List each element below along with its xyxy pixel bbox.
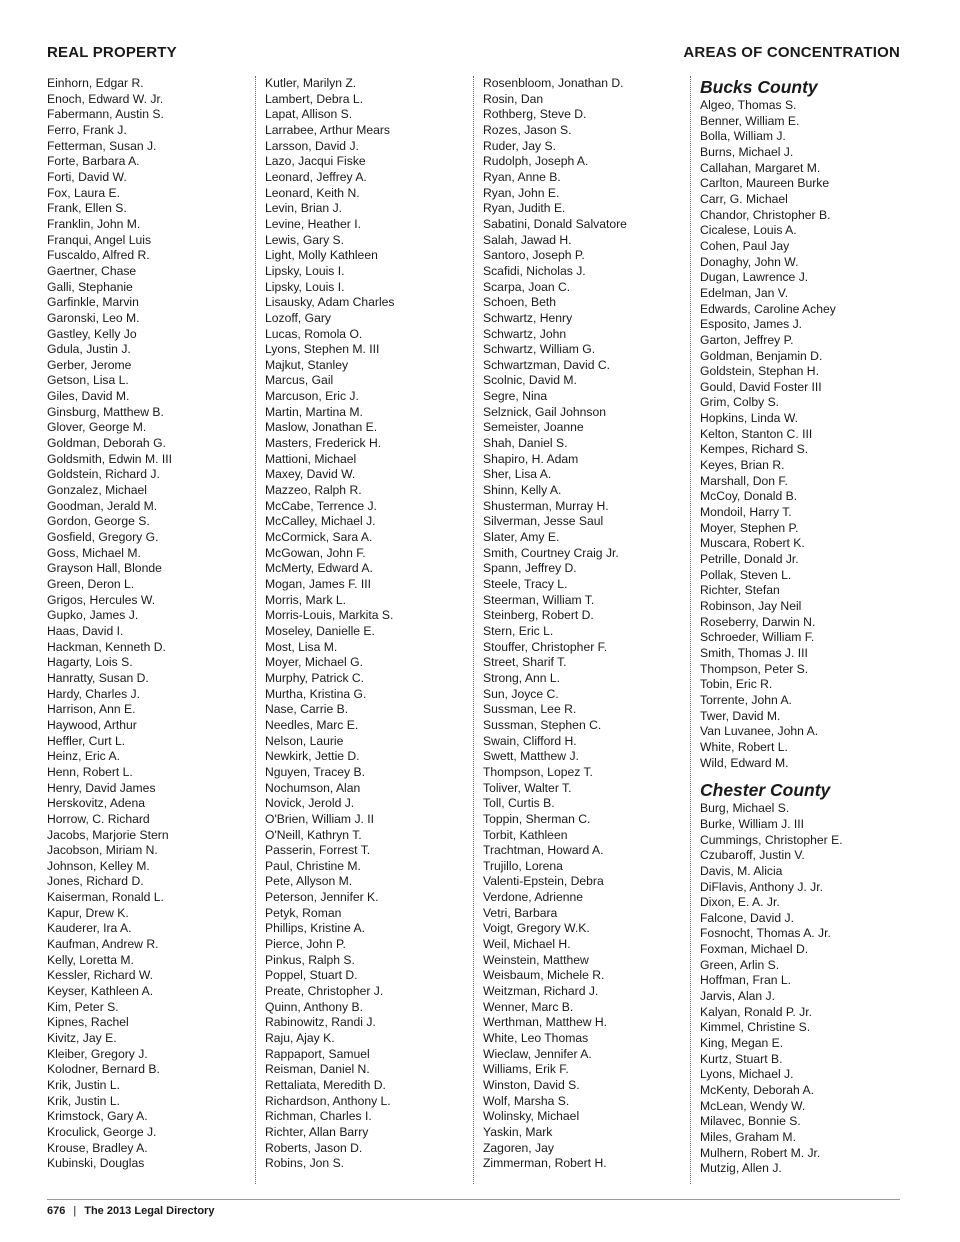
attorney-name: Krouse, Bradley A. <box>47 1140 148 1155</box>
attorney-name: Petrille, Donald Jr. <box>700 552 799 567</box>
name-list <box>483 76 693 1172</box>
attorney-name: Shusterman, Murray H. <box>483 498 609 513</box>
attorney-name: O'Brien, William J. II <box>265 811 375 826</box>
attorney-name: Pinkus, Ralph S. <box>265 952 355 967</box>
attorney-name: Gonzalez, Michael <box>47 483 147 498</box>
attorney-name: Zagoren, Jay <box>483 1140 554 1155</box>
attorney-name: Werthman, Matthew H. <box>483 1015 608 1030</box>
attorney-name: Kipnes, Rachel <box>47 1015 129 1030</box>
attorney-name: Rosenbloom, Jonathan D. <box>483 76 624 90</box>
attorney-name: Gerber, Jerome <box>47 357 132 372</box>
attorney-name: Preate, Christopher J. <box>265 984 384 999</box>
attorney-name: Cohen, Paul Jay <box>700 238 790 253</box>
name-list <box>47 76 257 1172</box>
attorney-name: Garfinkle, Marvin <box>47 295 139 310</box>
attorney-name: Esposito, James J. <box>700 317 803 332</box>
attorney-name: Thompson, Peter S. <box>700 661 809 676</box>
attorney-name: Segre, Nina <box>483 389 548 404</box>
attorney-name: Needles, Marc E. <box>265 717 359 732</box>
attorney-name: McLean, Wendy W. <box>700 1098 806 1113</box>
attorney-name: Mulhern, Robert M. Jr. <box>700 1145 821 1160</box>
attorney-name: Enoch, Edward W. Jr. <box>47 91 164 106</box>
attorney-name: Richter, Allan Barry <box>265 1124 369 1139</box>
attorney-name: Rothberg, Steve D. <box>483 107 587 122</box>
attorney-name: Lyons, Stephen M. III <box>265 342 380 357</box>
attorney-name: Grayson Hall, Blonde <box>47 561 162 576</box>
attorney-name: Gaertner, Chase <box>47 263 137 278</box>
attorney-name: Kimmel, Christine S. <box>700 1020 811 1035</box>
attorney-name: Semeister, Joanne <box>483 420 584 435</box>
attorney-name: Toll, Curtis B. <box>483 796 555 811</box>
attorney-name: Falcone, David J. <box>700 910 794 925</box>
attorney-name: Zimmerman, Robert H. <box>483 1156 607 1171</box>
attorney-name: Edelman, Jan V. <box>700 285 789 300</box>
attorney-name: Benner, William E. <box>700 113 800 128</box>
attorney-name: Kurtz, Stuart B. <box>700 1051 783 1066</box>
attorney-name: Moseley, Danielle E. <box>265 623 375 638</box>
attorney-name: Scarpa, Joan C. <box>483 279 571 294</box>
attorney-name: Haas, David I. <box>47 623 124 638</box>
attorney-name: Hoffman, Fran L. <box>700 973 792 988</box>
attorney-name: Carr, G. Michael <box>700 191 788 206</box>
attorney-name: Nelson, Laurie <box>265 733 344 748</box>
attorney-name: Wolf, Marsha S. <box>483 1093 570 1108</box>
attorney-name: Edwards, Caroline Achey <box>700 301 836 316</box>
attorney-name: Keyes, Brian R. <box>700 458 785 473</box>
attorney-name: Twer, David M. <box>700 708 781 723</box>
column-divider <box>255 76 256 1184</box>
attorney-name: Schwartzman, David C. <box>483 357 611 372</box>
attorney-name: Heffler, Curt L. <box>47 733 126 748</box>
attorney-name: Johnson, Kelley M. <box>47 858 150 873</box>
attorney-name: Smith, Thomas J. III <box>700 645 808 660</box>
attorney-name: Light, Molly Kathleen <box>265 248 378 263</box>
attorney-name: Jones, Richard D. <box>47 874 144 889</box>
attorney-name: Ferro, Frank J. <box>47 122 127 137</box>
attorney-name: Kaufman, Andrew R. <box>47 937 159 952</box>
attorney-name: Moyer, Michael G. <box>265 655 363 670</box>
attorney-name: Burg, Michael S. <box>700 801 790 816</box>
page-number: 676 <box>47 1205 66 1217</box>
attorney-name: Pete, Allyson M. <box>265 874 353 889</box>
attorney-name: Sabatini, Donald Salvatore <box>483 216 627 231</box>
county-name-list-bucks <box>700 98 915 771</box>
attorney-name: Passerin, Forrest T. <box>265 843 371 858</box>
attorney-name: Leonard, Keith N. <box>265 185 360 200</box>
attorney-name: Foxman, Michael D. <box>700 942 809 957</box>
name-column-1 <box>47 76 257 1172</box>
attorney-name: Kroculick, George J. <box>47 1124 157 1139</box>
attorney-name: Marshall, Don F. <box>700 473 788 488</box>
attorney-name: Kolodner, Bernard B. <box>47 1062 160 1077</box>
footer-separator: | <box>73 1205 77 1217</box>
attorney-name: Lisausky, Adam Charles <box>265 295 395 310</box>
attorney-name: Schroeder, William F. <box>700 630 815 645</box>
attorney-name: Gastley, Kelly Jo <box>47 326 137 341</box>
attorney-name: Peterson, Jennifer K. <box>265 890 379 905</box>
attorney-name: McCormick, Sara A. <box>265 530 373 545</box>
attorney-name: Toliver, Walter T. <box>483 780 572 795</box>
attorney-name: Tobin, Eric R. <box>700 677 773 692</box>
attorney-name: Nguyen, Tracey B. <box>265 764 365 779</box>
attorney-name: Miles, Graham M. <box>700 1130 796 1144</box>
attorney-name: Goss, Michael M. <box>47 545 141 560</box>
attorney-name: Mazzeo, Ralph R. <box>265 483 362 498</box>
attorney-name: Fuscaldo, Alfred R. <box>47 248 150 263</box>
attorney-name: Verdone, Adrienne <box>483 890 584 905</box>
attorney-name: Raju, Ajay K. <box>265 1031 335 1046</box>
attorney-name: Maslow, Jonathan E. <box>265 420 378 435</box>
attorney-name: Krik, Justin L. <box>47 1078 120 1092</box>
attorney-name: Phillips, Kristine A. <box>265 921 365 936</box>
attorney-name: Poppel, Stuart D. <box>265 968 358 983</box>
attorney-name: McCabe, Terrence J. <box>265 498 377 513</box>
attorney-name: Fox, Laura E. <box>47 185 120 200</box>
attorney-name: White, Leo Thomas <box>483 1031 589 1046</box>
attorney-name: Stouffer, Christopher F. <box>483 639 608 654</box>
attorney-name: Torbit, Kathleen <box>483 827 568 842</box>
attorney-name: Martin, Martina M. <box>265 404 363 419</box>
attorney-name: Green, Arlin S. <box>700 957 780 972</box>
publication-title: The 2013 Legal Directory <box>84 1205 215 1217</box>
attorney-name: Jarvis, Alan J. <box>700 989 776 1004</box>
attorney-name: Pollak, Steven L. <box>700 567 792 582</box>
attorney-name: Goldstein, Stephan H. <box>700 364 819 379</box>
attorney-name: Richman, Charles I. <box>265 1109 372 1124</box>
attorney-name: Garonski, Leo M. <box>47 310 140 325</box>
attorney-name: Rettaliata, Meredith D. <box>265 1078 386 1092</box>
attorney-name: Torrente, John A. <box>700 692 792 707</box>
attorney-name: Schoen, Beth <box>483 295 556 310</box>
attorney-name: Franqui, Angel Luis <box>47 232 152 247</box>
attorney-name: Wild, Edward M. <box>700 755 789 770</box>
attorney-name: Herskovitz, Adena <box>47 796 145 811</box>
attorney-name: Lucas, Romola O. <box>265 326 363 341</box>
attorney-name: Majkut, Stanley <box>265 357 349 372</box>
column-divider <box>690 76 691 1184</box>
attorney-name: Lipsky, Louis I. <box>265 279 345 294</box>
attorney-name: Maxey, David W. <box>265 467 356 482</box>
attorney-name: Marcus, Gail <box>265 373 334 388</box>
attorney-name: Gosfield, Gregory G. <box>47 530 159 545</box>
attorney-name: Quinn, Anthony B. <box>265 999 363 1014</box>
attorney-name: Steerman, William T. <box>483 592 595 607</box>
county-heading-bucks: Bucks County <box>700 77 818 97</box>
attorney-name: Gdula, Justin J. <box>47 342 131 357</box>
attorney-name: Trujillo, Lorena <box>483 858 563 873</box>
attorney-name: Pierce, John P. <box>265 937 346 952</box>
attorney-name: Goldstein, Richard J. <box>47 467 160 482</box>
attorney-name: McKenty, Deborah A. <box>700 1083 815 1098</box>
attorney-name: Sussman, Lee R. <box>483 702 577 717</box>
attorney-name: Winston, David S. <box>483 1078 580 1092</box>
attorney-name: Kutler, Marilyn Z. <box>265 76 357 90</box>
attorney-name: Galli, Stephanie <box>47 279 133 294</box>
county-name-list-chester <box>700 801 915 1177</box>
attorney-name: Richardson, Anthony L. <box>265 1093 391 1108</box>
attorney-name: Valenti-Epstein, Debra <box>483 874 604 889</box>
attorney-name: Fetterman, Susan J. <box>47 138 157 153</box>
attorney-name: Silverman, Jesse Saul <box>483 514 604 529</box>
attorney-name: Hopkins, Linda W. <box>700 411 799 426</box>
attorney-name: Hackman, Kenneth D. <box>47 639 166 654</box>
attorney-name: Steinberg, Robert D. <box>483 608 594 623</box>
attorney-name: Robinson, Jay Neil <box>700 599 802 613</box>
attorney-name: Steele, Tracy L. <box>483 577 568 591</box>
attorney-name: Kapur, Drew K. <box>47 905 129 920</box>
attorney-name: Rudolph, Joseph A. <box>483 154 589 169</box>
footer-rule <box>47 1199 900 1200</box>
attorney-name: Lewis, Gary S. <box>265 232 345 247</box>
attorney-name: Burke, William J. III <box>700 816 805 831</box>
attorney-name: Santoro, Joseph P. <box>483 248 585 263</box>
attorney-name: Horrow, C. Richard <box>47 811 150 826</box>
attorney-name: Lyons, Michael J. <box>700 1067 794 1082</box>
attorney-name: Fosnocht, Thomas A. Jr. <box>700 926 831 941</box>
attorney-name: Rappaport, Samuel <box>265 1046 370 1061</box>
attorney-name: Swett, Matthew J. <box>483 749 579 764</box>
footer <box>47 1205 214 1217</box>
attorney-name: Marcuson, Eric J. <box>265 389 359 404</box>
attorney-name: Muscara, Robert K. <box>700 536 805 551</box>
attorney-name: Rosin, Dan <box>483 91 544 106</box>
attorney-name: Harrison, Ann E. <box>47 702 136 717</box>
attorney-name: Milavec, Bonnie S. <box>700 1114 801 1129</box>
attorney-name: Getson, Lisa L. <box>47 373 129 388</box>
attorney-name: Scolnic, David M. <box>483 373 577 388</box>
attorney-name: Weisbaum, Michele R. <box>483 968 605 983</box>
attorney-name: Shah, Daniel S. <box>483 436 568 451</box>
attorney-name: Krimstock, Gary A. <box>47 1109 148 1124</box>
attorney-name: Weil, Michael H. <box>483 937 571 952</box>
attorney-name: Salah, Jawad H. <box>483 232 572 247</box>
attorney-name: Moyer, Stephen P. <box>700 520 799 535</box>
attorney-name: Mondoil, Harry T. <box>700 505 792 520</box>
attorney-name: Yaskin, Mark <box>483 1124 553 1139</box>
attorney-name: Cicalese, Louis A. <box>700 223 797 238</box>
attorney-name: Algeo, Thomas S. <box>700 98 797 112</box>
attorney-name: McCoy, Donald B. <box>700 489 798 504</box>
attorney-name: Krik, Justin L. <box>47 1093 120 1108</box>
attorney-name: Morris-Louis, Markita S. <box>265 608 394 623</box>
attorney-name: Goodman, Jerald M. <box>47 498 158 513</box>
attorney-name: Leonard, Jeffrey A. <box>265 169 367 184</box>
attorney-name: Donaghy, John W. <box>700 254 799 269</box>
attorney-name: Toppin, Sherman C. <box>483 811 591 826</box>
attorney-name: Swain, Clifford H. <box>483 733 577 748</box>
attorney-name: Lazo, Jacqui Fiske <box>265 154 366 169</box>
attorney-name: Kempes, Richard S. <box>700 442 809 457</box>
attorney-name: Keyser, Kathleen A. <box>47 984 154 999</box>
attorney-name: Wenner, Marc B. <box>483 999 574 1014</box>
attorney-name: Sun, Joyce C. <box>483 686 559 701</box>
attorney-name: Green, Deron L. <box>47 577 135 591</box>
attorney-name: Kleiber, Gregory J. <box>47 1046 148 1061</box>
attorney-name: Goldman, Benjamin D. <box>700 348 823 363</box>
attorney-name: Roberts, Jason D. <box>265 1140 363 1155</box>
attorney-name: Kelly, Loretta M. <box>47 952 134 967</box>
attorney-name: Ryan, Anne B. <box>483 169 561 184</box>
attorney-name: Reisman, Daniel N. <box>265 1062 370 1077</box>
attorney-name: Nochumson, Alan <box>265 780 361 795</box>
attorney-name: Giles, David M. <box>47 389 130 404</box>
attorney-name: Callahan, Margaret M. <box>700 160 821 175</box>
attorney-name: Burns, Michael J. <box>700 144 794 159</box>
attorney-name: Hanratty, Susan D. <box>47 670 149 685</box>
attorney-name: Haywood, Arthur <box>47 717 137 732</box>
attorney-name: O'Neill, Kathryn T. <box>265 827 362 842</box>
attorney-name: Thompson, Lopez T. <box>483 764 593 779</box>
attorney-name: Voigt, Gregory W.K. <box>483 921 590 936</box>
attorney-name: Schwartz, William G. <box>483 342 596 357</box>
attorney-name: Ruder, Jay S. <box>483 138 556 153</box>
attorney-name: Forti, David W. <box>47 169 127 184</box>
attorney-name: Hagarty, Lois S. <box>47 655 133 670</box>
attorney-name: Glover, George M. <box>47 420 147 435</box>
attorney-name: Smith, Courtney Craig Jr. <box>483 545 619 560</box>
attorney-name: Van Luvanee, John A. <box>700 724 819 739</box>
attorney-name: Schwartz, John <box>483 326 567 341</box>
attorney-name: Frank, Ellen S. <box>47 201 127 216</box>
attorney-name: Kelton, Stanton C. III <box>700 426 813 441</box>
attorney-name: Gupko, James J. <box>47 608 139 623</box>
name-column-3 <box>483 76 693 1172</box>
attorney-name: Murphy, Patrick C. <box>265 670 365 685</box>
attorney-name: Kim, Peter S. <box>47 999 119 1014</box>
attorney-name: Newkirk, Jettie D. <box>265 749 360 764</box>
attorney-name: Rabinowitz, Randi J. <box>265 1015 376 1030</box>
attorney-name: Sher, Lisa A. <box>483 467 552 482</box>
attorney-name: Strong, Ann L. <box>483 670 561 685</box>
attorney-name: Kessler, Richard W. <box>47 968 154 983</box>
attorney-name: Grigos, Hercules W. <box>47 592 156 607</box>
attorney-name: Selznick, Gail Johnson <box>483 404 606 419</box>
attorney-name: Most, Lisa M. <box>265 639 338 654</box>
attorney-name: Levine, Heather I. <box>265 216 361 231</box>
attorney-name: Davis, M. Alicia <box>700 863 783 878</box>
attorney-name: Nase, Carrie B. <box>265 702 349 717</box>
attorney-name: Mattioni, Michael <box>265 451 357 466</box>
attorney-name: Ryan, John E. <box>483 185 560 200</box>
attorney-name: Larsson, David J. <box>265 138 359 153</box>
attorney-name: McMerty, Edward A. <box>265 561 373 576</box>
attorney-name: Weinstein, Matthew <box>483 952 589 967</box>
attorney-name: Schwartz, Henry <box>483 310 573 325</box>
attorney-name: Goldman, Deborah G. <box>47 436 166 451</box>
attorney-name: McGowan, John F. <box>265 545 366 560</box>
attorney-name: Levin, Brian J. <box>265 201 343 216</box>
attorney-name: Forte, Barbara A. <box>47 154 140 169</box>
attorney-name: Robins, Jon S. <box>265 1156 345 1171</box>
attorney-name: Slater, Amy E. <box>483 530 560 545</box>
attorney-name: Paul, Christine M. <box>265 858 361 873</box>
attorney-name: Czubaroff, Justin V. <box>700 848 805 863</box>
attorney-name: Chandor, Christopher B. <box>700 207 831 222</box>
attorney-name: Street, Sharif T. <box>483 655 567 670</box>
attorney-name: Ginsburg, Matthew B. <box>47 404 164 419</box>
attorney-name: Kivitz, Jay E. <box>47 1031 117 1046</box>
attorney-name: Kalyan, Ronald P. Jr. <box>700 1004 813 1019</box>
attorney-name: King, Megan E. <box>700 1036 784 1051</box>
attorney-name: Gordon, George S. <box>47 514 150 529</box>
attorney-name: DiFlavis, Anthony J. Jr. <box>700 879 823 894</box>
attorney-name: Jacobson, Miriam N. <box>47 843 158 858</box>
attorney-name: Heinz, Eric A. <box>47 749 120 764</box>
attorney-name: Morris, Mark L. <box>265 592 347 607</box>
attorney-name: Lambert, Debra L. <box>265 91 363 106</box>
attorney-name: Lipsky, Louis I. <box>265 263 345 278</box>
attorney-name: White, Robert L. <box>700 739 788 754</box>
attorney-name: Lozoff, Gary <box>265 310 331 325</box>
name-column-2 <box>265 76 475 1172</box>
attorney-name: Grim, Colby S. <box>700 395 780 410</box>
attorney-name: Cummings, Christopher E. <box>700 832 843 847</box>
attorney-name: Einhorn, Edgar R. <box>47 76 144 90</box>
attorney-name: Goldsmith, Edwin M. III <box>47 451 172 466</box>
attorney-name: Dixon, E. A. Jr. <box>700 895 780 910</box>
attorney-name: Dugan, Lawrence J. <box>700 270 809 285</box>
county-heading-chester: Chester County <box>700 780 831 801</box>
attorney-name: Lapat, Allison S. <box>265 107 353 122</box>
attorney-name: Carlton, Maureen Burke <box>700 176 830 191</box>
attorney-name: Ryan, Judith E. <box>483 201 566 216</box>
attorney-name: Richter, Stefan <box>700 583 780 598</box>
attorney-name: Roseberry, Darwin N. <box>700 614 816 629</box>
attorney-name: Jacobs, Marjorie Stern <box>47 827 169 842</box>
attorney-name: Kauderer, Ira A. <box>47 921 132 936</box>
column-divider <box>473 76 474 1184</box>
attorney-name: Hardy, Charles J. <box>47 686 140 701</box>
attorney-name: Mogan, James F. III <box>265 577 372 591</box>
attorney-name: Stern, Eric L. <box>483 623 554 638</box>
attorney-name: Williams, Erik F. <box>483 1062 569 1077</box>
county-column <box>700 76 915 1177</box>
attorney-name: Trachtman, Howard A. <box>483 843 604 858</box>
attorney-name: Weitzman, Richard J. <box>483 984 599 999</box>
attorney-name: Fabermann, Austin S. <box>47 107 164 122</box>
attorney-name: Larrabee, Arthur Mears <box>265 122 390 137</box>
attorney-name: Murtha, Kristina G. <box>265 686 367 701</box>
attorney-name: Henn, Robert L. <box>47 764 133 779</box>
attorney-name: Sussman, Stephen C. <box>483 717 602 732</box>
attorney-name: Kaiserman, Ronald L. <box>47 890 164 905</box>
attorney-name: Bolla, William J. <box>700 129 786 144</box>
attorney-name: Kubinski, Douglas <box>47 1156 145 1171</box>
attorney-name: Scafidi, Nicholas J. <box>483 263 586 278</box>
attorney-name: McCalley, Michael J. <box>265 514 376 529</box>
attorney-name: Petyk, Roman <box>265 905 342 920</box>
attorney-name: Shapiro, H. Adam <box>483 451 579 466</box>
attorney-name: Henry, David James <box>47 780 156 795</box>
attorney-name: Spann, Jeffrey D. <box>483 561 577 576</box>
attorney-name: Garton, Jeffrey P. <box>700 332 794 347</box>
attorney-name: Franklin, John M. <box>47 216 141 231</box>
attorney-name: Wolinsky, Michael <box>483 1109 580 1124</box>
attorney-name: Novick, Jerold J. <box>265 796 355 811</box>
attorney-name: Wieclaw, Jennifer A. <box>483 1046 592 1061</box>
attorney-name: Masters, Frederick H. <box>265 436 382 451</box>
attorney-name: Shinn, Kelly A. <box>483 483 562 498</box>
section-subtitle: AREAS OF CONCENTRATION <box>683 44 900 61</box>
attorney-name: Gould, David Foster III <box>700 379 822 394</box>
attorney-name: Vetri, Barbara <box>483 905 558 920</box>
name-list <box>265 76 475 1172</box>
attorney-name: Rozes, Jason S. <box>483 122 572 137</box>
section-title: REAL PROPERTY <box>47 44 177 61</box>
attorney-name: Mutzig, Allen J. <box>700 1161 782 1176</box>
